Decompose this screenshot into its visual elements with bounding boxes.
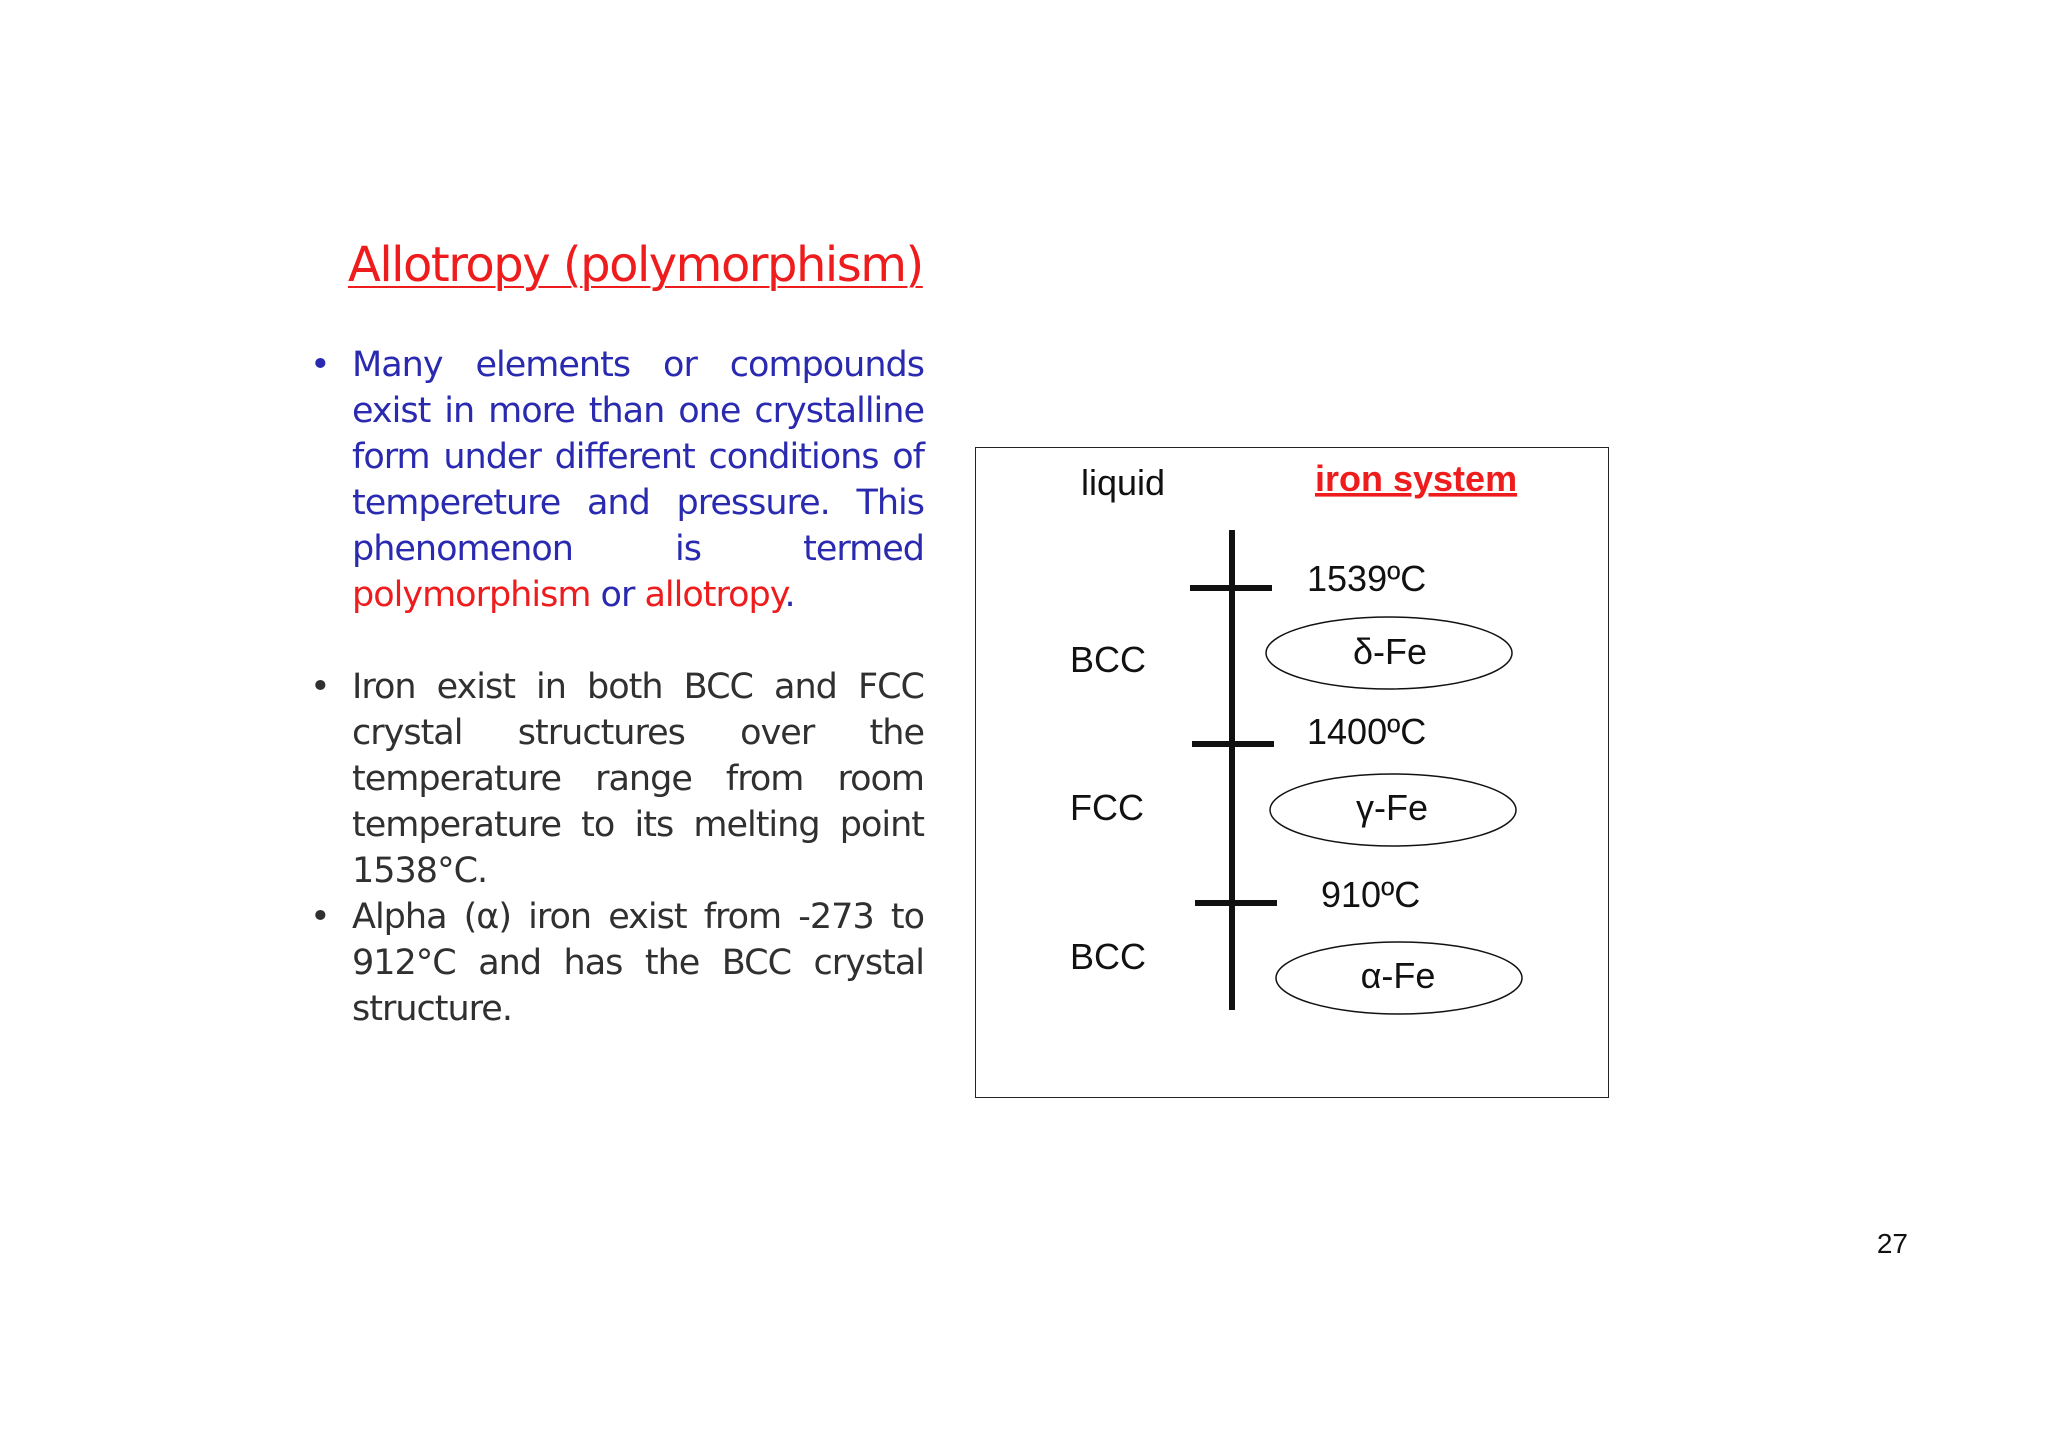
bullet-connector: or: [590, 575, 645, 615]
phase-label-alpha-fe: α-Fe: [1360, 955, 1436, 996]
bullet-item-iron-structures: [310, 664, 924, 894]
bullet-item-alpha-iron: [310, 894, 924, 1032]
iron-system-diagram: [975, 447, 1609, 1098]
liquid-label: liquid: [1081, 462, 1166, 503]
bullet-marker: •: [310, 897, 330, 937]
page-number: 27: [1876, 1228, 1908, 1259]
temperature-label-910: 910ºC: [1321, 874, 1421, 915]
phase-label-delta-fe: δ-Fe: [1352, 631, 1428, 672]
bullet-period: .: [784, 575, 795, 615]
structure-label-bcc-high: BCC: [1070, 639, 1147, 680]
term-allotropy: allotropy: [644, 575, 785, 615]
structure-label-bcc-low: BCC: [1070, 936, 1147, 977]
bullet-item-polymorphism: [310, 342, 924, 618]
term-polymorphism: polymorphism: [352, 575, 591, 615]
diagram-title: iron system: [1315, 458, 1518, 499]
bullet-marker: •: [310, 667, 330, 707]
bullet-text: Many elements or compounds exist in more than one crystalline form under different conditions of tempereture and pressure. This phenomenon is termed: [352, 345, 924, 569]
bullet-marker: •: [310, 345, 330, 385]
bullet-text: Iron exist in both BCC and FCC crystal structures over the temperature range from room temperature to its melting point 1538°C.: [352, 667, 924, 891]
slide-title: Allotropy (polymorphism): [348, 237, 923, 293]
temperature-label-1539: 1539ºC: [1307, 558, 1427, 599]
bullet-list: [310, 342, 924, 1032]
bullet-text: Alpha (α) iron exist from -273 to 912°C and has the BCC crystal structure.: [352, 897, 924, 1029]
structure-label-fcc: FCC: [1070, 787, 1144, 828]
iron-system-svg: [976, 448, 1610, 1099]
phase-label-gamma-fe: γ-Fe: [1356, 787, 1428, 828]
temperature-label-1400: 1400ºC: [1307, 711, 1427, 752]
